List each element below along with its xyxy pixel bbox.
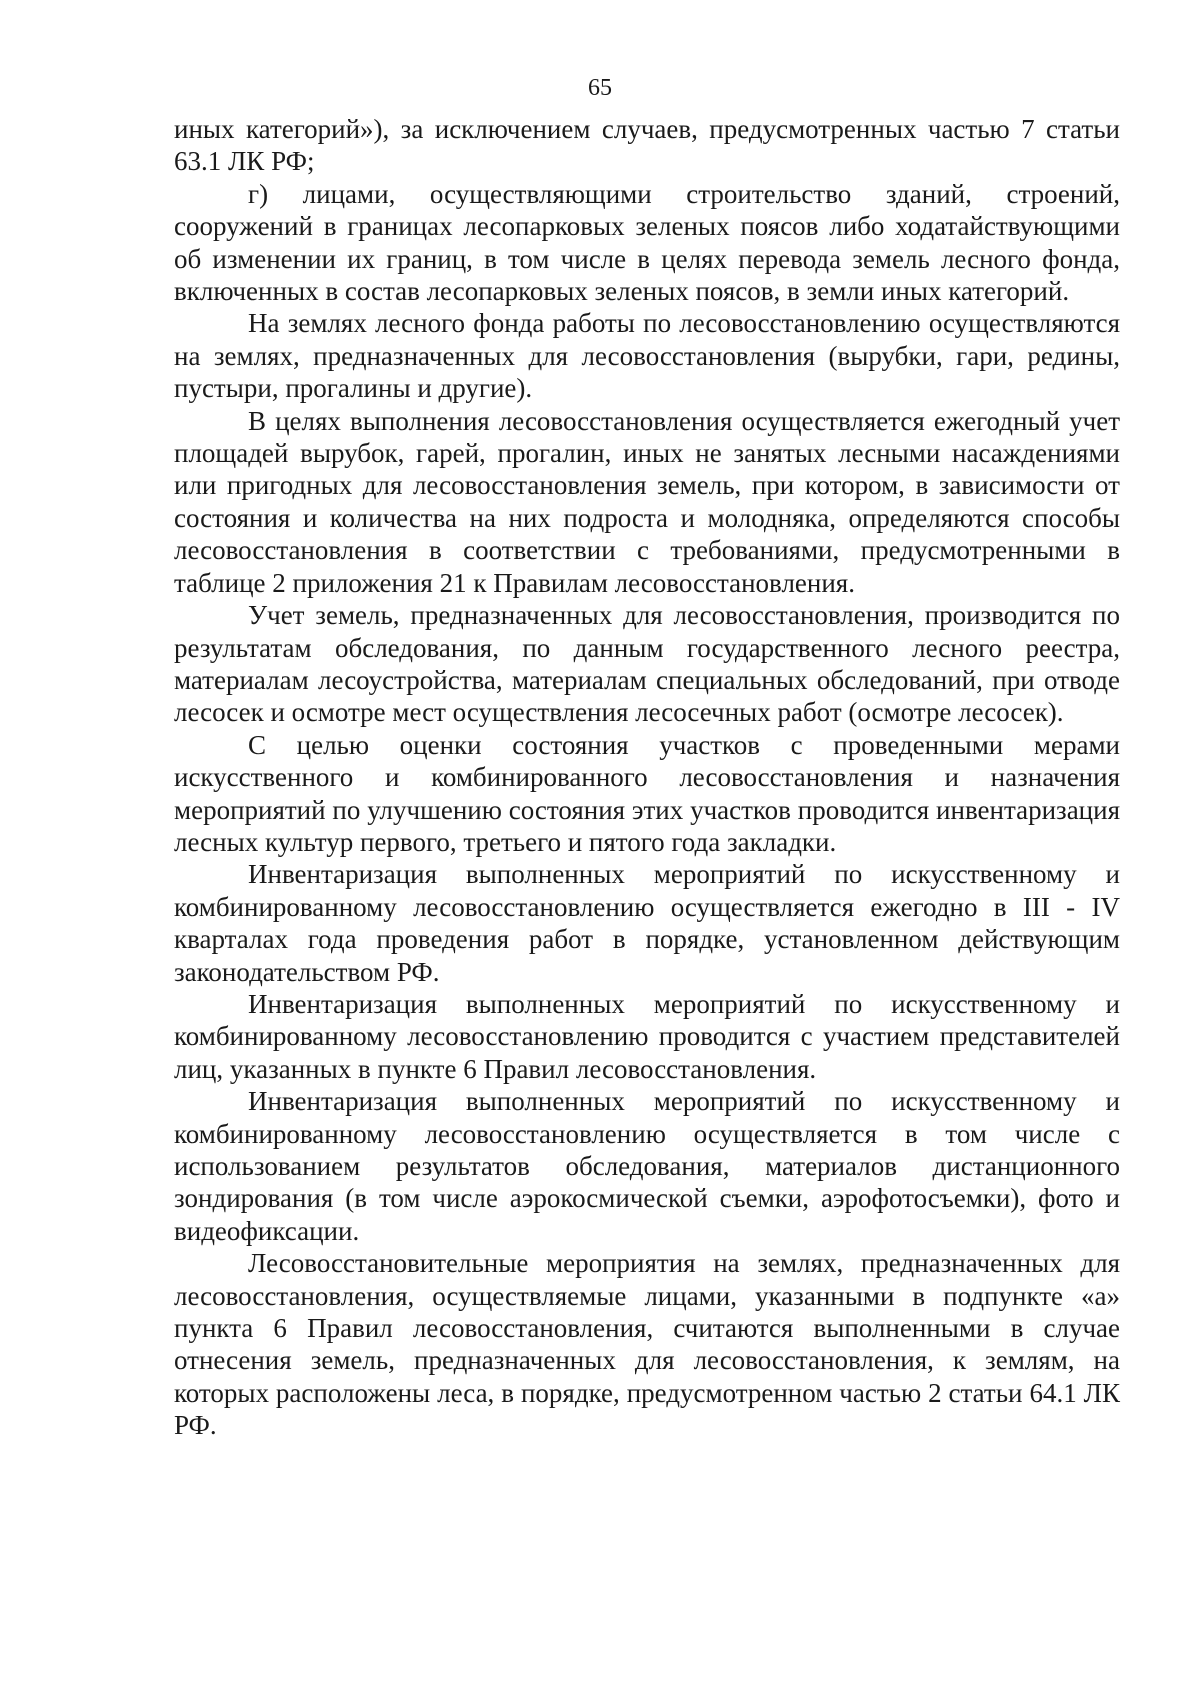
paragraph-inventory-schedule: Инвентаризация выполненных мероприятий по искусственному и комбинированному лесовосстановлению осуществляется ежегодно в III - IV кварталах года проведения работ в порядке, установленном действующим законодательством РФ. <box>174 859 1120 987</box>
paragraph-completion-criteria: Лесовосстановительные мероприятия на землях, предназначенных для лесовосстановления, осуществляемые лицами, указанными в подпункте «а» пункта 6 Правил лесовосстановления, считаются выполненными в случае отнесения земель, предназначенных для лесовосстановления, к землям, на которых расположены леса, в порядке, предусмотренном частью 2 статьи 64.1 ЛК РФ. <box>174 1248 1120 1441</box>
paragraph-inventory-methods: Инвентаризация выполненных мероприятий по искусственному и комбинированному лесовосстановлению осуществляется в том числе с использованием результатов обследования, материалов дистанционного зондирования (в том числе аэрокосмической съемки, аэрофотосъемки), фото и видеофиксации. <box>174 1086 1120 1246</box>
page-number: 65 <box>588 75 612 101</box>
paragraph-annual-accounting: В целях выполнения лесовосстановления осуществляется ежегодный учет площадей вырубок, гарей, прогалин, иных не занятых лесными насаждениями или пригодных для лесовосстановления земель, при котором, в зависимости от состояния и количества на них подроста и молодняка, определяются способы лесовосстановления в соответствии с требованиями, предусмотренными в таблице 2 приложения 21 к Правилам лесовосстановления. <box>174 405 1120 598</box>
paragraph-continuation: иных категорий»), за исключением случаев, предусмотренных частью 7 статьи 63.1 ЛК РФ; <box>174 114 1120 177</box>
paragraph-reforestation-lands: На землях лесного фонда работы по лесовосстановлению осуществляются на землях, предназначенных для лесовосстановления (вырубки, гари, редины, пустыри, прогалины и другие). <box>174 308 1120 404</box>
paragraph-item-g: г) лицами, осуществляющими строительство зданий, строений, сооружений в границах лесопарковых зеленых поясов либо ходатайствующими об изменении их границ, в том числе в целях перевода земель лесного фонда, включенных в состав лесопарковых зеленых поясов, в земли иных категорий. <box>174 178 1120 307</box>
paragraph-land-accounting: Учет земель, предназначенных для лесовосстановления, производится по результатам обследования, по данным государственного лесного реестра, материалам лесоустройства, материалам специальных обследований, при отводе лесосек и осмотре мест осуществления лесосечных работ (осмотре лесосек). <box>174 600 1120 728</box>
document-body <box>174 113 1120 1442</box>
paragraph-assessment: С целью оценки состояния участков с проведенными мерами искусственного и комбинированного лесовосстановления и назначения мероприятий по улучшению состояния этих участков проводится инвентаризация лесных культур первого, третьего и пятого года закладки. <box>174 729 1120 857</box>
paragraph-inventory-participants: Инвентаризация выполненных мероприятий по искусственному и комбинированному лесовосстановлению проводится с участием представителей лиц, указанных в пункте 6 Правил лесовосстановления. <box>174 988 1120 1084</box>
